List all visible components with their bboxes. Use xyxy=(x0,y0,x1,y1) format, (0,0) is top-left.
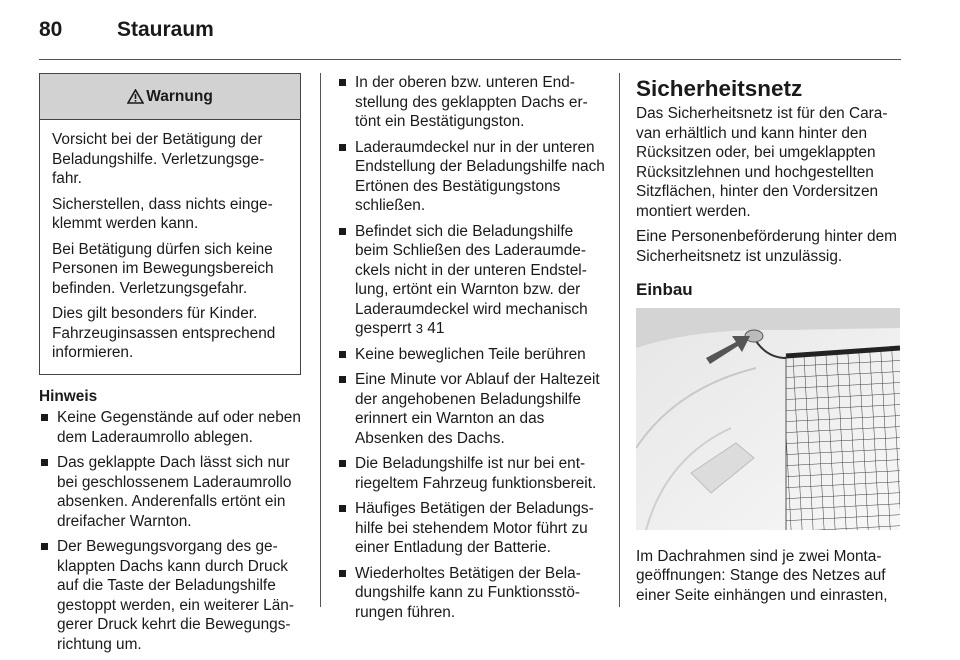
subsection-title: Einbau xyxy=(636,280,693,299)
warning-header xyxy=(40,74,300,120)
body-paragraph: Eine Personenbeförderung hinter dem Sicherheitsnetz ist unzulässig. xyxy=(636,228,897,265)
header-rule xyxy=(39,59,901,60)
body-paragraph: Im Dachrahmen sind je zwei Montageöffnungen: Stange des Netzes auf einer Seite einhängen und einrasten, xyxy=(636,547,888,604)
hint-title: Hinweis xyxy=(39,387,98,405)
warning-paragraph: Bei Betätigung dürfen sich keine Personen im Bewegungsbereich befinden. Verletzungsgefahr. xyxy=(52,240,274,297)
page-number: 80 xyxy=(39,18,63,41)
column-divider xyxy=(320,73,321,607)
safety-net-illustration xyxy=(636,308,900,530)
hint-list xyxy=(39,408,301,654)
warning-body xyxy=(40,120,300,374)
middle-column xyxy=(337,73,605,628)
hint-item: Das geklappte Dach lässt sich nur bei geschlossenem Laderaumrollo absenken. Anderenfalls ertönt ein dreifacher Warnton. xyxy=(39,453,301,531)
chapter-title: Stauraum xyxy=(117,18,214,41)
warning-box xyxy=(39,73,301,375)
list-item: Häufiges Betätigen der Beladungshilfe bei stehendem Motor führt zu einer Entladung der Batterie. xyxy=(337,499,605,558)
warning-triangle-icon xyxy=(127,89,144,104)
list-item-text: Befindet sich die Beladungshilfe beim Schließen des Laderaumdeckels nicht in der unteren Endstellung, ertönt ein Warnton bzw. der Laderaumdeckel wird mechanisch gesperrt xyxy=(355,222,588,337)
column-divider xyxy=(619,73,620,607)
list-item: Laderaumdeckel nur in der unteren Endstellung der Beladungshilfe nach Ertönen des Bestätigungstons schließen. xyxy=(337,138,605,216)
list-item: In der oberen bzw. unteren Endstellung des geklappten Dachs ertönt ein Bestätigungston. xyxy=(337,73,605,132)
right-column xyxy=(636,73,902,611)
list-item: Wiederholtes Betätigen der Beladungshilfe kann zu Funktionsstörungen führen. xyxy=(337,564,605,623)
list-item: Eine Minute vor Ablauf der Haltezeit der angehobenen Beladungshilfe erinnert ein Warnton an das Absenken des Dachs. xyxy=(337,370,605,448)
hint-item: Der Bewegungsvorgang des geklappten Dachs kann durch Druck auf die Taste der Beladungshilfe gestoppt werden, ein weiterer Längerer Druck kehrt die Bewegungsrichtung um. xyxy=(39,537,301,654)
warning-paragraph: Dies gilt besonders für Kinder. Fahrzeuginsassen entsprechend informieren. xyxy=(52,305,276,361)
list-item: Keine beweglichen Teile berühren xyxy=(337,345,605,365)
hint-item: Keine Gegenstände auf oder neben dem Laderaumrollo ablegen. xyxy=(39,408,301,447)
middle-list xyxy=(337,73,605,622)
body-paragraph: Das Sicherheitsnetz ist für den Caravan erhältlich und kann hinter den Rücksitzen oder, bei umgeklappten Rücksitzlehnen und hochgestellten Sitzflächen, hinter den Vordersitzen montiert werden. xyxy=(636,105,888,220)
section-title: Sicherheitsnetz xyxy=(636,76,803,101)
warning-paragraph: Vorsicht bei der Betätigung der Beladungshilfe. Verletzungsgefahr. xyxy=(52,131,265,187)
page-ref-number[interactable]: 41 xyxy=(427,320,445,337)
page-ref-icon: 3 xyxy=(415,321,423,336)
left-column xyxy=(39,73,301,660)
list-item xyxy=(337,222,605,339)
list-item: Die Beladungshilfe ist nur bei entriegeltem Fahrzeug funktionsbereit. xyxy=(337,454,605,493)
warning-paragraph: Sicherstellen, dass nichts eingeklemmt werden kann. xyxy=(52,195,273,232)
warning-title: Warnung xyxy=(146,87,213,105)
